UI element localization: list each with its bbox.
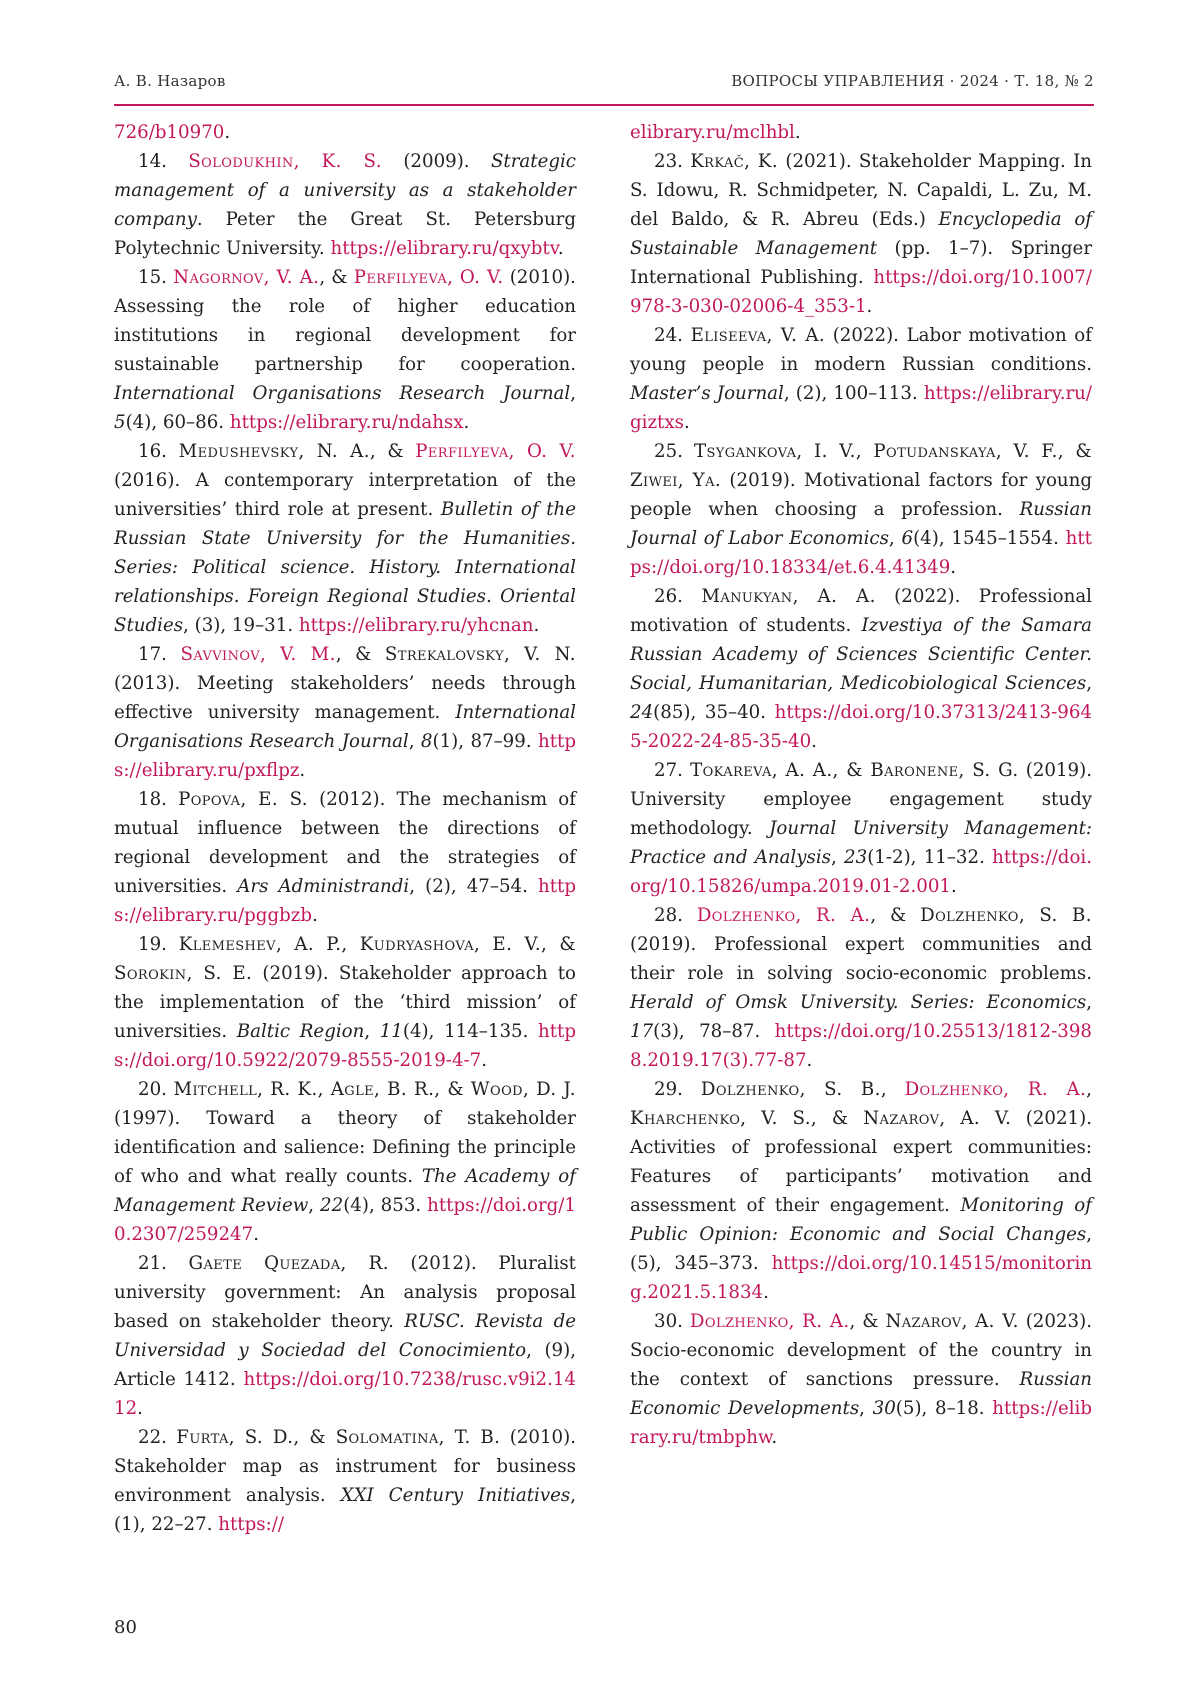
reference-url-link[interactable]: https://doi.org/10.14515/monitoring.2021.5.1834 <box>630 1253 1092 1303</box>
reference-text: (2009). <box>381 151 491 172</box>
reference-text: . <box>794 122 801 143</box>
reference-text: 14. <box>138 151 189 172</box>
reference-text: . <box>533 615 540 636</box>
reference-text: 23. <box>654 151 691 172</box>
reference-source-title: Encyclopedia of Sustainable Management <box>630 209 1093 259</box>
reference-source-title: Russian Journal of Labor Economics <box>630 499 1092 549</box>
reference-source-title: 8 <box>420 731 433 752</box>
reference-url-link[interactable]: https://doi.org/10.1007/978-3-030-02006-4_353-1 <box>630 267 1092 317</box>
reference-text: 30. <box>654 1311 690 1332</box>
reference-text: (2010). Assessing the role of higher education institutions in regional development for sustainable partnership for cooperation. <box>114 267 576 375</box>
reference-text: . Peter the Great St. Petersburg Polytechnic University. <box>114 209 576 259</box>
reference-author: Tokareva, A. A., & Baronene, S. G. <box>690 760 1019 781</box>
reference-author: Eliseeva, V. A. <box>690 325 826 346</box>
reference-text: . <box>557 238 564 259</box>
reference-url-link[interactable]: https://elibrary.ru/giztxs <box>630 383 1093 433</box>
reference-text: (2022). Labor motivation of young people in modern Russian conditions. <box>630 325 1092 375</box>
reference-source-title: 5 <box>114 412 126 433</box>
header-divider <box>114 104 1094 106</box>
reference-url-link[interactable]: https://elibrary.ru/yhcnan <box>298 615 534 636</box>
reference-text: (2019). Professional expert communities and their role in solving socio-economic problems. <box>630 934 1092 984</box>
reference-author: Strekalovsky, V. N. <box>384 644 576 665</box>
reference-author-link[interactable]: Dolzhenko, R. A. <box>689 1311 850 1332</box>
reference-author-link[interactable]: Solodukhin, K. S. <box>188 151 382 172</box>
reference-text: . <box>683 412 690 433</box>
reference-url-link[interactable]: https://doi.org/10.7238/rusc.v9i2.1412 <box>114 1369 576 1419</box>
reference-author-link[interactable]: Perfilyeva, O. V. <box>415 441 576 462</box>
reference-text: , <box>408 731 421 752</box>
reference-text: (4), 853. <box>343 1195 428 1216</box>
reference-text: . <box>950 876 957 897</box>
reference-entry <box>630 437 1092 582</box>
reference-text: . <box>224 122 231 143</box>
reference-author-link[interactable]: Savvinov, V. M. <box>180 644 336 665</box>
reference-text: 16. <box>138 441 179 462</box>
reference-source-title: 11 <box>379 1021 403 1042</box>
reference-text: (1-2), 11–32. <box>867 847 993 868</box>
reference-source-title: 17 <box>630 1021 654 1042</box>
reference-author-link[interactable]: Nagornov, V. A. <box>173 267 320 288</box>
reference-url-link[interactable]: https://doi.org/10.2307/259247 <box>114 1195 576 1245</box>
reference-source-title: Master’s Journal <box>630 383 784 404</box>
reference-source-title: Izvestiya of the Samara Russian Academy of Sciences Scientific Center. Social, Humanitarian, Medicobiological Sciences <box>630 615 1092 694</box>
reference-source-title: International Organisations Research Journal <box>114 702 576 752</box>
reference-text: 28. <box>654 905 697 926</box>
reference-url-link[interactable]: https://elibrary.ru/qxybtv <box>330 238 558 259</box>
header-journal: ВОПРОСЫ УПРАВЛЕНИЯ · 2024 · Т. 18, № 2 <box>731 72 1094 90</box>
reference-text: , <box>880 1079 905 1100</box>
reference-entry <box>630 1075 1092 1307</box>
reference-author-link[interactable]: Perfilyeva, O. V. <box>353 267 504 288</box>
reference-url-link[interactable]: https://elibrary.ru/tmbphw <box>630 1398 1092 1448</box>
reference-text: 25. <box>654 441 694 462</box>
reference-text: (3), 78–87. <box>653 1021 775 1042</box>
reference-entry <box>630 321 1092 437</box>
reference-text: . <box>253 1224 259 1245</box>
reference-source-title: 22 <box>320 1195 344 1216</box>
reference-text: , & <box>335 644 385 665</box>
reference-source-title: Ars Administrandi <box>237 876 410 897</box>
reference-author: Furta, S. D., & Solomatina, T. B. <box>176 1427 501 1448</box>
reference-url-link[interactable]: https:// <box>218 1514 284 1535</box>
reference-text: (2023). Socio-economic development of the country in the context of sanctions pressure. <box>630 1311 1092 1390</box>
reference-text: , <box>1086 992 1092 1013</box>
reference-text: (pp. 1–7). Springer International Publishing. <box>630 238 1093 288</box>
running-header <box>114 72 1094 90</box>
reference-text: (2019). Stakeholder approach to the implementation of the ‘third mission’ of universities. <box>114 963 576 1042</box>
reference-author: Mitchell, R. K., Agle, B. R., & Wood, D. J. <box>173 1079 576 1100</box>
reference-text: , <box>831 847 845 868</box>
reference-text: (2019). Motivational factors for young people when choosing a profession. <box>630 470 1092 520</box>
reference-text: 22. <box>138 1427 177 1448</box>
reference-url-link[interactable]: https://doi.org/10.15826/umpa.2019.01-2.001 <box>630 847 1092 897</box>
reference-text: (2021). Stakeholder Mapping. In S. Idowu, R. Schmidpeter, N. Capaldi, L. Zu, M. del Baldo, & R. Abreu (Eds.) <box>630 151 1092 230</box>
reference-text: , <box>888 528 902 549</box>
reference-text: 29. <box>654 1079 701 1100</box>
reference-text: (2022). Professional motivation of students. <box>630 586 1092 636</box>
reference-text: . <box>299 760 306 781</box>
reference-text: (2013). Meeting stakeholders’ needs through effective university management. <box>114 673 576 723</box>
reference-url-link[interactable]: https://elibrary.ru/pggbzb <box>114 876 576 926</box>
reference-text: , & <box>870 905 921 926</box>
reference-entry <box>114 1075 576 1249</box>
reference-text: (1), 87–99. <box>432 731 538 752</box>
reference-text: (5), 8–18. <box>895 1398 993 1419</box>
reference-text: (2016). A contemporary interpretation of the universities’ third role at present. <box>114 470 576 520</box>
reference-text: (2010). Stakeholder map as instrument for business environment analysis. <box>114 1427 576 1506</box>
reference-text: , (2), 47–54. <box>409 876 538 897</box>
reference-text: , & <box>319 267 354 288</box>
reference-text: (2012). Pluralist university government: An analysis proposal based on stakeholder theory. <box>114 1253 576 1332</box>
reference-author: Manukyan, A. A. <box>701 586 876 607</box>
reference-author: Dolzhenko, S. B. <box>700 1079 881 1100</box>
reference-entry <box>630 756 1092 901</box>
reference-text: . <box>950 557 957 578</box>
reference-entry <box>630 147 1092 321</box>
reference-source-title: 30 <box>872 1398 896 1419</box>
reference-url-link[interactable]: https://doi.org/10.25513/1812-3988.2019.17(3).77-87 <box>630 1021 1092 1071</box>
reference-text: , (3), 19–31. <box>183 615 299 636</box>
reference-source-title: Russian Economic Developments <box>630 1369 1092 1419</box>
reference-source-title: 23 <box>844 847 868 868</box>
reference-text: , & <box>369 441 416 462</box>
reference-text: , <box>308 1195 321 1216</box>
reference-author: Klemeshev, A. P., Kudryashova, E. V., & Sorokin, S. E. <box>114 934 576 984</box>
reference-url-link[interactable]: https://doi.org/10.5922/2079-8555-2019-4-7 <box>114 1021 576 1071</box>
reference-source-title: The Academy of Management Review <box>114 1166 576 1216</box>
reference-text: 26. <box>654 586 702 607</box>
reference-text: (85), 35–40. <box>653 702 775 723</box>
reference-author-link[interactable]: Dolzhenko, R. A. <box>904 1079 1087 1100</box>
right-column <box>630 118 1092 1452</box>
reference-url-link[interactable]: https://elibrary.ru/ndahsx <box>229 412 464 433</box>
reference-text: (2012). The mechanism of mutual influence between the directions of regional development and the strategies of universities. <box>114 789 576 897</box>
left-column <box>114 118 576 1539</box>
reference-text: . <box>463 412 470 433</box>
reference-url-link[interactable]: https://elibrary.ru/pxflpz <box>114 731 576 781</box>
reference-text: , (5), 345–373. <box>630 1224 1092 1274</box>
reference-author: Krkač, K. <box>690 151 779 172</box>
reference-author: Kharchenko, V. S., & Nazarov, A. V. <box>630 1108 1012 1129</box>
reference-text: . <box>481 1050 488 1071</box>
reference-author: Gaete Quezada, R. <box>188 1253 389 1274</box>
reference-text: (4), 60–86. <box>125 412 230 433</box>
reference-entry <box>630 582 1092 756</box>
reference-source-title: RUSC. Revista de Universidad y Sociedad del Conocimiento <box>114 1311 576 1361</box>
reference-text: (4), 114–135. <box>402 1021 538 1042</box>
reference-source-title: International Organisations Research Journal <box>114 383 571 404</box>
reference-text: . <box>311 905 318 926</box>
reference-entry <box>630 118 1092 147</box>
reference-text: . <box>806 1050 813 1071</box>
reference-text: , <box>1086 1079 1092 1100</box>
reference-text: (4), 1545–1554. <box>913 528 1066 549</box>
reference-text: 20. <box>138 1079 174 1100</box>
reference-entry <box>114 1249 576 1423</box>
reference-author: Dolzhenko, S. B. <box>920 905 1092 926</box>
reference-text: (2019). University employee engagement study methodology. <box>630 760 1092 839</box>
reference-text: . <box>137 1398 143 1419</box>
header-author: А. В. Назаров <box>114 72 226 90</box>
reference-author: Popova, E. S. <box>178 789 308 810</box>
reference-text: , <box>570 383 576 404</box>
reference-source-title: Baltic Region <box>236 1021 365 1042</box>
reference-text: 27. <box>654 760 691 781</box>
reference-text: , (9), Article 1412. <box>114 1340 576 1390</box>
reference-author: Nazarov, A. V. <box>885 1311 1019 1332</box>
reference-entry <box>114 640 576 785</box>
reference-source-title: Strategic management of a university as a stakeholder company <box>114 151 576 230</box>
reference-text: , (1), 22–27. <box>114 1485 576 1535</box>
reference-author-link[interactable]: Dolzhenko, R. A. <box>696 905 871 926</box>
reference-text: . <box>763 1282 769 1303</box>
reference-source-title: Herald of Omsk University. Series: Economics <box>630 992 1087 1013</box>
reference-text: , (2), 100–113. <box>783 383 924 404</box>
reference-text: 21. <box>138 1253 189 1274</box>
reference-source-title: Monitoring of Public Opinion: Economic and Social Changes <box>630 1195 1092 1245</box>
reference-url-link[interactable]: https://doi.org/10.37313/2413-9645-2022-24-85-35-40 <box>630 702 1092 752</box>
reference-entry <box>114 118 576 147</box>
reference-text: , <box>859 1398 873 1419</box>
reference-source-title: 24 <box>630 702 654 723</box>
reference-text: . <box>771 1427 778 1448</box>
reference-text: 18. <box>138 789 179 810</box>
reference-entry <box>114 930 576 1075</box>
reference-text: 17. <box>138 644 181 665</box>
reference-entry <box>114 147 576 263</box>
reference-entry <box>114 437 576 640</box>
reference-author: Medushevsky, N. A. <box>178 441 370 462</box>
reference-text: 24. <box>654 325 691 346</box>
reference-text: (2021). Activities of professional expert communities: Features of participants’ motivation and assessment of their engagement. <box>630 1108 1092 1216</box>
reference-url-link[interactable]: https://doi.org/10.18334/et.6.4.41349 <box>630 528 1092 578</box>
reference-text: . <box>811 731 817 752</box>
reference-text: , <box>364 1021 380 1042</box>
reference-text: (1997). Toward a theory of stakeholder identification and salience: Defining the principle of who and what really counts. <box>114 1108 576 1187</box>
reference-entry <box>114 1423 576 1539</box>
reference-url-link[interactable]: 726/b10970 <box>114 122 225 143</box>
reference-text: 19. <box>138 934 179 955</box>
reference-text: 15. <box>138 267 174 288</box>
reference-entry <box>630 1307 1092 1452</box>
reference-text: , & <box>849 1311 886 1332</box>
reference-source-title: XXI Century Initiatives <box>340 1485 571 1506</box>
reference-source-title: Journal University Management: Practice and Analysis <box>630 818 1093 868</box>
reference-text: , <box>1086 673 1092 694</box>
reference-author: Tsygankova, I. V., Potudanskaya, V. F., & Ziwei, Ya. <box>630 441 1092 491</box>
reference-url-link[interactable]: elibrary.ru/mclhbl <box>630 122 795 143</box>
reference-entry <box>630 901 1092 1075</box>
reference-text: . <box>866 296 873 317</box>
reference-source-title: Bulletin of the Russian State University for the Humanities. Series: Political science. History. International relationships. Foreign Regional Studies. Oriental Studies <box>114 499 576 636</box>
page-number: 80 <box>114 1617 137 1638</box>
reference-entry <box>114 785 576 930</box>
reference-entry <box>114 263 576 437</box>
reference-source-title: 6 <box>901 528 914 549</box>
